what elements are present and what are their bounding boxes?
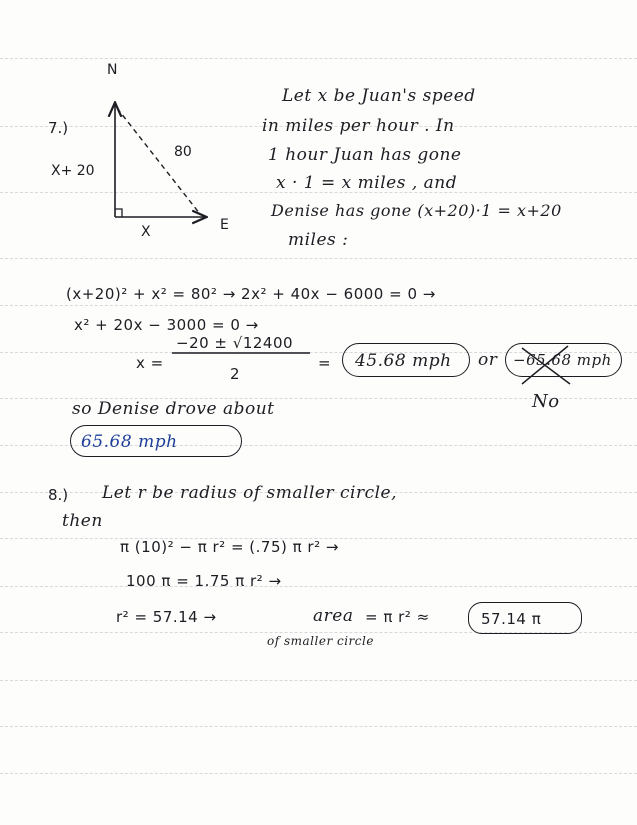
north-label: N [107,62,118,78]
conclusion-text: so Denise drove about [72,399,275,419]
or-word: or [478,350,498,370]
horizontal-side-label: X [141,224,151,240]
text-line: miles : [288,230,349,250]
fraction-denominator: 2 [230,365,241,383]
vertical-side-label: X+ 20 [51,163,95,179]
equation-line: π (10)² − π r² = (.75) π r² → [120,538,339,556]
problem-number: 8.) [48,486,69,504]
problem-number: 7.) [48,119,69,137]
final-answer: 65.68 mph [81,432,178,452]
equation-line: 100 π = 1.75 π r² → [126,572,282,590]
hypotenuse-label: 80 [174,144,192,160]
positive-answer: 45.68 mph [355,351,452,371]
rejection-note: No [532,391,560,412]
text-line: x · 1 = x miles , and [276,173,458,193]
equation-line: (x+20)² + x² = 80² → 2x² + 40x − 6000 = 0 → [66,285,436,303]
area-answer: 57.14 π [481,610,542,628]
final-answer-oval [70,425,242,457]
text-line: Denise has gone (x+20)·1 = x+20 [271,201,562,220]
text-line: Let r be radius of smaller circle, [102,483,398,503]
area-label: area [313,606,354,626]
right-angle-mark [115,209,122,217]
equation-line: r² = 57.14 → [116,608,217,626]
positive-answer-oval [342,343,470,377]
hypotenuse-line [117,108,200,214]
equation-label: x = [136,354,164,372]
text-line: Let x be Juan's speed [282,86,476,106]
equals-sign: = [318,354,332,372]
text-line: in miles per hour . In [262,116,455,136]
text-line: then [62,511,103,531]
equation-line: x² + 20x − 3000 = 0 → [74,316,259,334]
text-line: 1 hour Juan has gone [268,145,462,165]
negative-answer: −65.68 mph [513,351,612,369]
fraction-numerator: −20 ± √12400 [176,334,294,352]
negative-answer-oval [505,343,622,377]
east-label: E [220,217,229,233]
area-answer-oval [468,602,582,634]
area-expression: = π r² ≈ [365,608,430,626]
area-caption: of smaller circle [267,634,374,648]
